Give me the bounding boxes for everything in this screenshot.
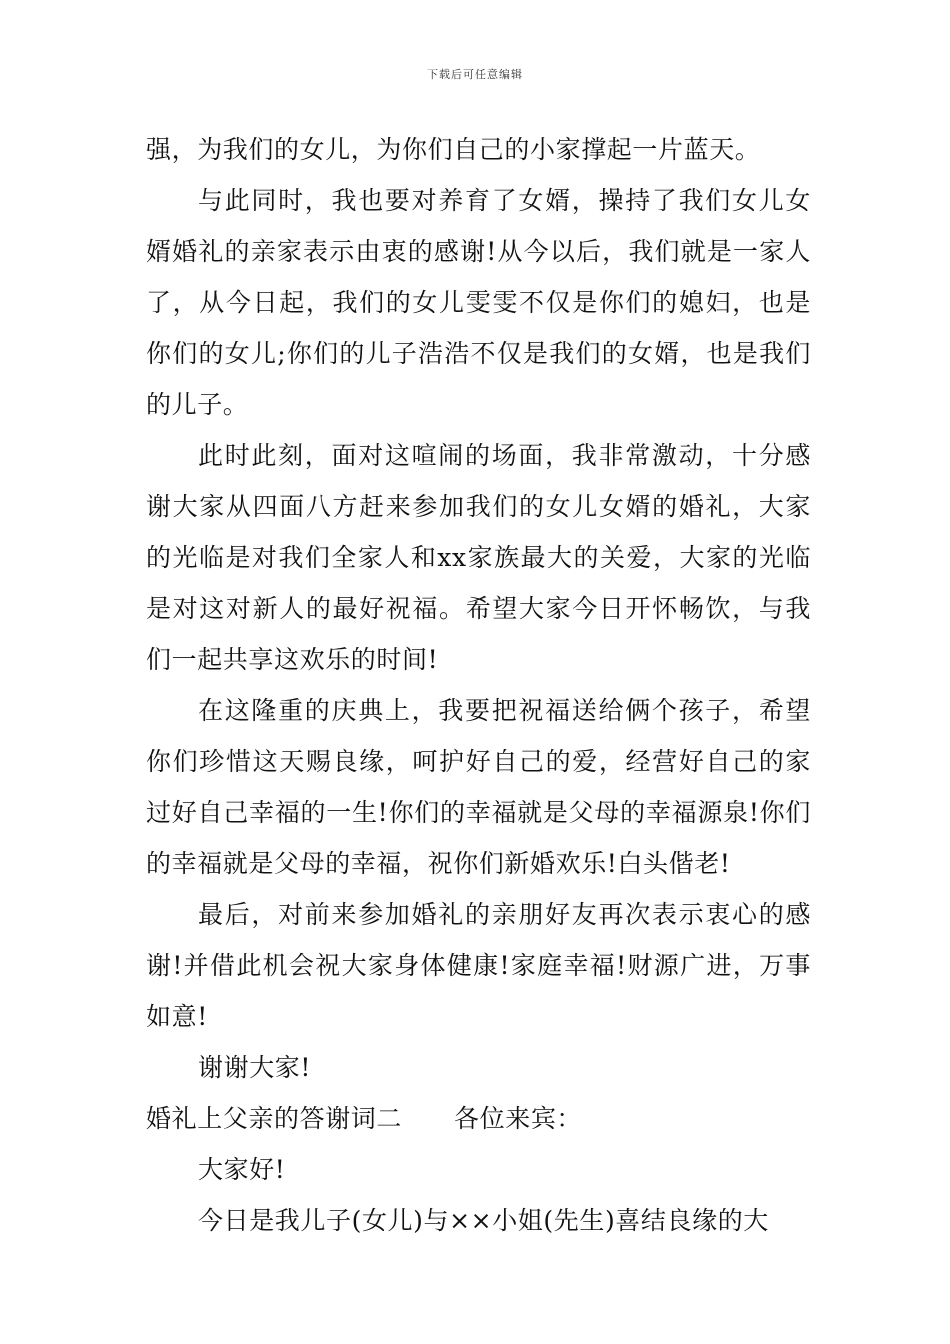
document-body (146, 124, 811, 1246)
paragraph-2: 与此同时，我也要对养育了女婿，操持了我们女儿女婿婚礼的亲家表示由衷的感谢!从今以后，我们就是一家人了，从今日起，我们的女儿雯雯不仅是你们的媳妇，也是你们的女儿;你们的儿子浩浩不仅是我们的女婿，也是我们的儿子。 (146, 186, 811, 419)
page-header: 下载后可任意编辑 (427, 68, 523, 81)
paragraph-5: 最后，对前来参加婚礼的亲朋好友再次表示衷心的感谢!并借此机会祝大家身体健康!家庭幸福!财源广进，万事如意! (146, 900, 811, 1031)
section-heading-line (146, 1093, 811, 1144)
section-salutation: 各位来宾： (454, 1104, 583, 1133)
paragraph-4: 在这隆重的庆典上，我要把祝福送给俩个孩子，希望你们珍惜这天赐良缘，呵护好自己的爱，经营好自己的家过好自己幸福的一生!你们的幸福就是父母的幸福源泉!你们的幸福就是父母的幸福，祝你们新婚欢乐!白头偕老! (146, 696, 811, 878)
section-title: 婚礼上父亲的答谢词二 (146, 1104, 403, 1133)
paragraph-thanks: 谢谢大家! (198, 1053, 312, 1082)
paragraph-last: 今日是我儿子(女儿)与××小姐(先生)喜结良缘的大 (198, 1206, 769, 1235)
paragraph-1: 强，为我们的女儿，为你们自己的小家撑起一片蓝天。 (146, 135, 761, 164)
paragraph-3: 此时此刻，面对这喧闹的场面，我非常激动，十分感谢大家从四面八方赶来参加我们的女儿女婿的婚礼，大家的光临是对我们全家人和xx家族最大的关爱，大家的光临是对这对新人的最好祝福。希望大家今日开怀畅饮，与我们一起共享这欢乐的时间! (146, 441, 811, 674)
paragraph-greeting: 大家好! (198, 1155, 286, 1184)
